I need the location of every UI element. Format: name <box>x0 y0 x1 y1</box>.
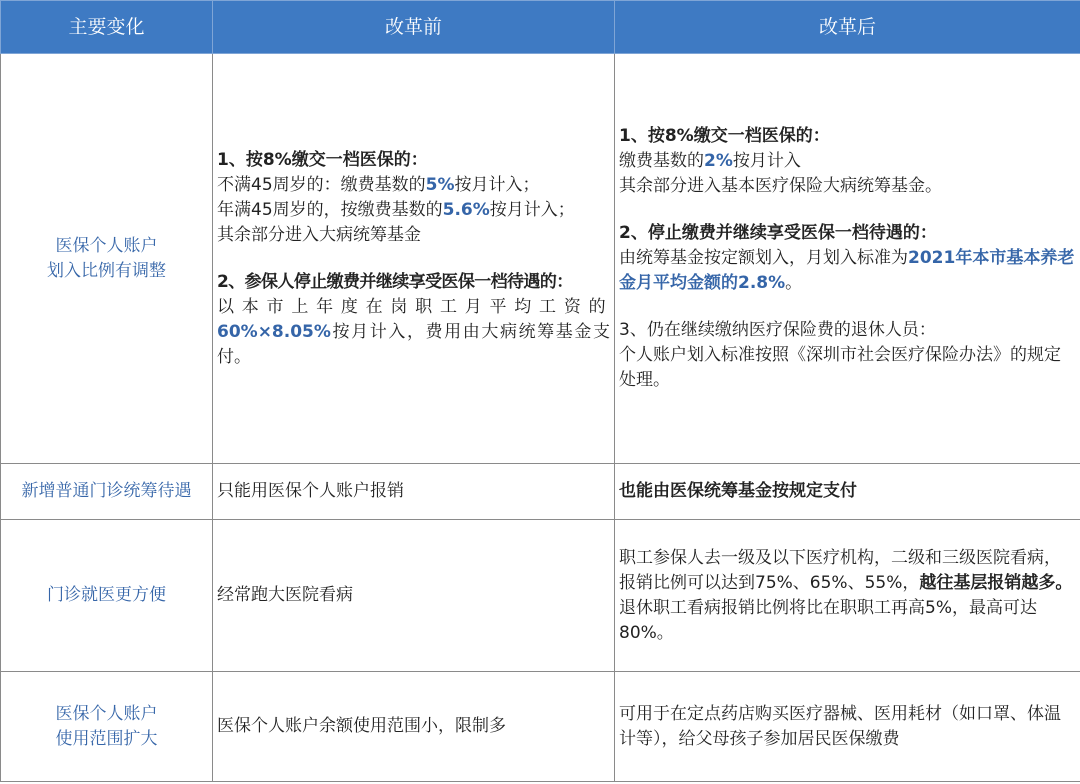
header-main-change: 主要变化 <box>1 1 213 54</box>
before-cell: 只能用医保个人账户报销 <box>213 464 615 520</box>
category-line: 划入比例有调整 <box>47 260 166 281</box>
category-cell <box>1 464 213 520</box>
after-line <box>619 149 1076 174</box>
before-cell: 经常跑大医院看病 <box>213 520 615 672</box>
highlight: 5% <box>425 174 455 195</box>
after-paragraph: 个人账户划入标准按照《深圳市社会医疗保险办法》的规定处理。 <box>619 345 1061 390</box>
text: 由统筹基金按定额划入，月划入标准为 <box>619 248 908 268</box>
before-cell: 医保个人账户余额使用范围小，限制多 <box>213 672 615 782</box>
after-heading-1: 1、按8%缴交一档医保的： <box>619 126 830 146</box>
text: 不满45周岁的：缴费基数的 <box>217 174 426 195</box>
after-cell: 也能由医保统筹基金按规定支付 <box>615 464 1080 520</box>
header-before-reform: 改革前 <box>213 1 615 54</box>
highlight: 60%×8.05% <box>217 321 331 342</box>
after-cell: 可用于在定点药店购买医疗器械、医用耗材（如口罩、体温计等），给父母孩子参加居民医保缴费 <box>615 672 1080 782</box>
text: 按月计入； <box>489 199 575 220</box>
text: 按月计入，费用由大病统筹基金支付。 <box>217 321 610 367</box>
table-row <box>1 464 1080 520</box>
after-line: 其余部分进入基本医疗保险大病统筹基金。 <box>619 176 942 196</box>
highlight: 5.6% <box>442 199 490 220</box>
category-cell <box>1 672 213 782</box>
before-line <box>217 173 610 198</box>
before-line <box>217 198 610 223</box>
after-cell <box>615 520 1080 672</box>
before-cell <box>213 54 615 464</box>
after-heading-2: 2、停止缴费并继续享受医保一档待遇的： <box>619 223 937 243</box>
before-paragraph <box>217 295 610 370</box>
category-line: 门诊就医更方便 <box>47 585 166 605</box>
category-line: 新增普通门诊统筹待遇 <box>21 481 192 501</box>
text: 按月计入 <box>732 151 801 171</box>
text: 以本市上年度在岗职工月平均工资的 <box>217 296 610 317</box>
after-heading-3: 3、仍在继续缴纳医疗保险费的退休人员： <box>619 320 936 340</box>
highlight: 2% <box>704 151 733 171</box>
table-row <box>1 520 1080 672</box>
category-line: 医保个人账户 <box>55 703 158 724</box>
header-after-reform: 改革后 <box>615 1 1080 54</box>
text: 缴费基数的 <box>619 151 704 171</box>
before-heading-1: 1、按8%缴交一档医保的： <box>217 149 428 170</box>
category-cell <box>1 520 213 672</box>
text: 。 <box>785 273 803 293</box>
header-row <box>1 1 1080 54</box>
category-line: 使用范围扩大 <box>55 728 158 749</box>
after-cell <box>615 54 1080 464</box>
table-row <box>1 54 1080 464</box>
after-paragraph <box>619 246 1076 296</box>
category-line: 医保个人账户 <box>55 235 158 256</box>
emphasis: 越往基层报销越多。 <box>919 572 1073 593</box>
text: 退休职工看病报销比例将比在职职工再高5%，最高可达80%。 <box>619 597 1037 643</box>
category-cell <box>1 54 213 464</box>
text: 职工参保人去一级及以下医疗机构，二级和三级医院看病，报销比例可以达到75%、65%、55%， <box>619 547 1061 593</box>
text: 年满45周岁的，按缴费基数的 <box>217 199 443 220</box>
before-heading-2: 2、参保人停止缴费并继续享受医保一档待遇的： <box>217 271 573 292</box>
table-row <box>1 672 1080 782</box>
highlight: 2021年本市基本养老金月平均金额的2.8% <box>619 248 1075 293</box>
text: 按月计入； <box>454 174 540 195</box>
before-line: 其余部分进入大病统筹基金 <box>217 224 421 245</box>
